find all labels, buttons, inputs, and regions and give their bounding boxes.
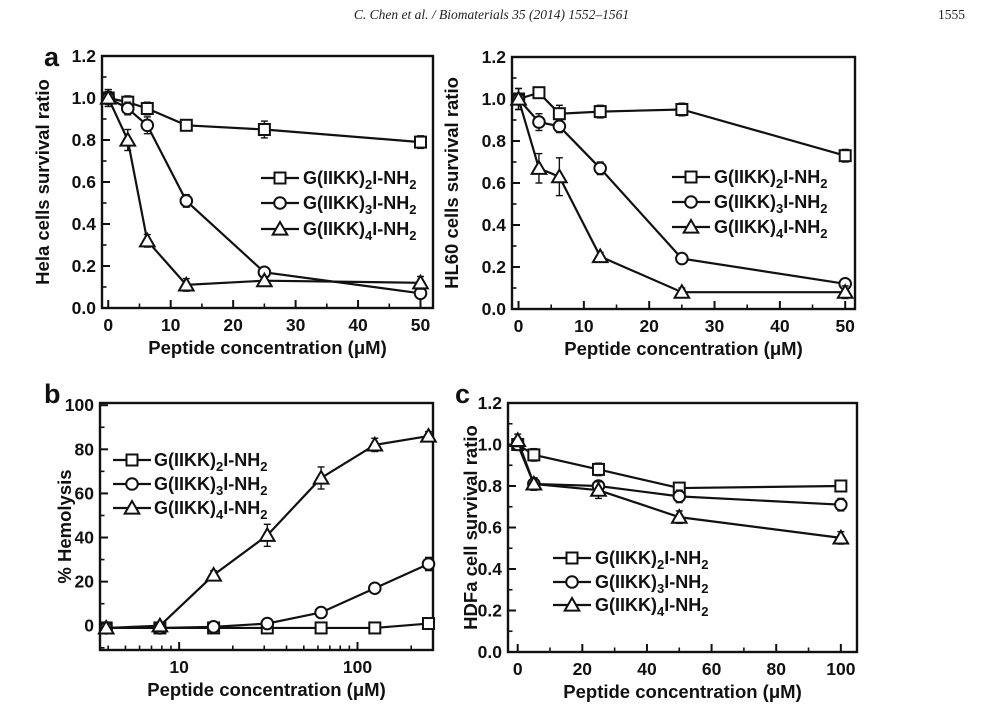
- y-tick-label: 0.4: [71, 214, 96, 234]
- marker-square: [369, 622, 380, 633]
- marker-square: [415, 137, 426, 148]
- marker-square: [554, 108, 565, 119]
- marker-circle: [676, 253, 688, 265]
- y-tick-label: 0.6: [477, 517, 502, 538]
- marker-square: [533, 87, 544, 98]
- marker-square: [127, 455, 138, 466]
- x-tick-label: 50: [410, 315, 431, 335]
- marker-square: [259, 124, 270, 135]
- x-tick-label: 80: [766, 659, 786, 679]
- x-tick-label: 100: [826, 659, 856, 679]
- legend: [553, 548, 708, 619]
- journal-citation: C. Chen et al. / Biomaterials 35 (2014) 1552–1561: [353, 7, 630, 22]
- marker-square: [686, 172, 697, 183]
- legend-label: $G(IIKK)_3I-NH_2$: [595, 572, 709, 596]
- legend-item: [672, 192, 827, 216]
- tick-labels: [72, 46, 431, 335]
- legend-label: $G(IIKK)_4I-NH_2$: [303, 219, 417, 243]
- marker-square: [593, 464, 604, 475]
- marker-circle: [554, 121, 566, 133]
- legend-label: $G(IIKK)_3I-NH_2$: [154, 474, 268, 498]
- marker-square: [423, 618, 434, 629]
- y-tick-label: 0.0: [477, 642, 502, 662]
- legend-item: [113, 474, 267, 498]
- x-tick-label: 20: [639, 316, 659, 336]
- marker-circle: [369, 582, 381, 594]
- x-axis-label: Peptide concentration (μM): [148, 337, 387, 358]
- marker-circle: [274, 197, 286, 209]
- marker-circle: [673, 491, 685, 503]
- error-bars: [105, 92, 424, 149]
- marker-circle: [208, 621, 220, 633]
- x-tick-label: 20: [572, 659, 593, 679]
- chart-b: [44, 379, 436, 700]
- x-tick-label: 10: [160, 315, 181, 335]
- legend-item: [261, 193, 416, 217]
- legend: [113, 450, 267, 522]
- legend-item: [553, 572, 708, 596]
- y-tick-label: 20: [74, 571, 94, 592]
- legend-label: $G(IIKK)_2I-NH_2$: [303, 168, 417, 192]
- marker-square: [595, 106, 606, 117]
- y-tick-label: 0.2: [481, 257, 506, 277]
- x-tick-label: 60: [701, 659, 722, 679]
- y-tick-label: 0: [84, 615, 94, 636]
- legend-label: $G(IIKK)_4I-NH_2$: [154, 498, 268, 522]
- panel-letter: c: [455, 379, 471, 409]
- marker-square: [142, 103, 153, 114]
- marker-triangle: [532, 161, 547, 174]
- legend-label: $G(IIKK)_2I-NH_2$: [595, 548, 709, 572]
- panel-letter: a: [44, 42, 60, 72]
- legend-label: $G(IIKK)_2I-NH_2$: [714, 167, 828, 191]
- axis-ticks: [100, 405, 411, 650]
- legend: [261, 168, 416, 243]
- legend: [672, 167, 827, 241]
- x-tick-label: 10: [574, 316, 594, 336]
- legend-item: [672, 167, 827, 191]
- marker-circle: [566, 576, 578, 588]
- marker-square: [528, 449, 539, 460]
- tick-labels: [478, 393, 856, 679]
- marker-circle: [141, 120, 153, 132]
- marker-square: [840, 150, 851, 161]
- chart-a-left: [32, 42, 433, 358]
- y-tick-label: 60: [74, 483, 94, 504]
- legend-label: $G(IIKK)_4I-NH_2$: [595, 595, 709, 619]
- y-axis-label: Hela cells survival ratio: [32, 79, 53, 285]
- marker-circle: [126, 478, 138, 490]
- y-tick-label: 1.2: [477, 393, 502, 413]
- x-tick-label: 0: [512, 659, 523, 679]
- tick-labels: [65, 395, 373, 677]
- x-tick-label: 10: [169, 657, 189, 677]
- marker-triangle: [552, 170, 567, 183]
- legend-item: [113, 450, 267, 474]
- x-tick-label: 40: [348, 315, 368, 335]
- marker-square: [181, 120, 192, 131]
- marker-square: [676, 104, 687, 115]
- x-tick-label: 50: [835, 316, 855, 336]
- y-axis-label: % Hemolysis: [54, 469, 75, 584]
- marker-triangle: [593, 250, 608, 263]
- legend-label: $G(IIKK)_2I-NH_2$: [154, 450, 268, 474]
- marker-circle: [261, 618, 273, 630]
- legend-item: [553, 595, 708, 619]
- x-tick-label: 0: [103, 315, 114, 335]
- marker-circle: [122, 103, 134, 115]
- marker-circle: [594, 163, 606, 175]
- y-tick-label: 100: [64, 395, 94, 416]
- y-tick-label: 0.6: [481, 173, 506, 193]
- marker-circle: [533, 116, 545, 128]
- y-tick-label: 0.2: [71, 256, 96, 276]
- y-tick-label: 0.2: [477, 600, 502, 621]
- chart-a-right: [441, 47, 855, 359]
- panel-letter: b: [44, 379, 61, 409]
- chart-c: [455, 379, 857, 702]
- legend-item: [261, 168, 416, 192]
- x-axis-label: Peptide concentration (μM): [563, 681, 802, 702]
- y-tick-label: 0.6: [71, 172, 96, 192]
- legend-label: $G(IIKK)_3I-NH_2$: [714, 192, 828, 216]
- legend-item: [553, 548, 708, 572]
- x-tick-label: 40: [770, 316, 790, 336]
- marker-square: [835, 481, 846, 492]
- marker-circle: [835, 499, 847, 511]
- legend-item: [672, 217, 827, 241]
- series-line: [518, 445, 841, 489]
- y-tick-label: 80: [74, 439, 94, 460]
- y-tick-label: 1.0: [71, 88, 96, 108]
- y-tick-label: 40: [74, 527, 94, 548]
- error-bars: [105, 90, 424, 292]
- marker-square: [275, 173, 286, 184]
- marker-circle: [315, 607, 327, 619]
- y-tick-label: 1.2: [481, 47, 506, 67]
- marker-circle: [685, 196, 697, 208]
- x-axis-label: Peptide concentration (μM): [564, 338, 803, 359]
- y-tick-label: 0.4: [481, 215, 506, 235]
- x-tick-label: 20: [223, 315, 243, 335]
- y-axis-label: HDFa cell survival ratio: [460, 425, 481, 630]
- marker-triangle: [314, 471, 329, 484]
- marker-circle: [423, 558, 435, 570]
- x-axis-label: Peptide concentration (μM): [147, 679, 386, 700]
- x-tick-label: 40: [637, 659, 657, 679]
- legend-item: [113, 498, 267, 522]
- y-tick-label: 1.0: [481, 89, 506, 109]
- legend-item: [261, 219, 416, 243]
- series-circle: [100, 557, 434, 633]
- page-number: 1555: [938, 7, 965, 22]
- x-tick-label: 30: [285, 315, 306, 335]
- legend-label: $G(IIKK)_3I-NH_2$: [303, 193, 417, 217]
- series-circle: [512, 439, 847, 511]
- y-tick-label: 1.0: [477, 434, 502, 455]
- legend-label: $G(IIKK)_4I-NH_2$: [714, 217, 828, 241]
- y-axis-label: HL60 cells survival ratio: [441, 77, 462, 289]
- marker-square: [567, 553, 578, 564]
- series-line: [519, 93, 846, 156]
- marker-circle: [181, 195, 193, 207]
- marker-triangle: [140, 234, 155, 247]
- x-tick-label: 30: [704, 316, 725, 336]
- y-tick-label: 0.8: [71, 130, 96, 150]
- marker-triangle: [120, 133, 135, 146]
- x-tick-label: 100: [342, 657, 373, 677]
- plot-frame: [100, 403, 433, 650]
- y-tick-label: 1.2: [71, 46, 96, 66]
- y-tick-label: 0.8: [481, 131, 506, 151]
- y-tick-label: 0.4: [477, 559, 502, 579]
- y-tick-label: 0.0: [481, 299, 506, 319]
- y-tick-label: 0.0: [71, 298, 96, 318]
- y-tick-label: 0.8: [477, 476, 502, 496]
- marker-square: [316, 622, 327, 633]
- x-tick-label: 0: [513, 316, 524, 336]
